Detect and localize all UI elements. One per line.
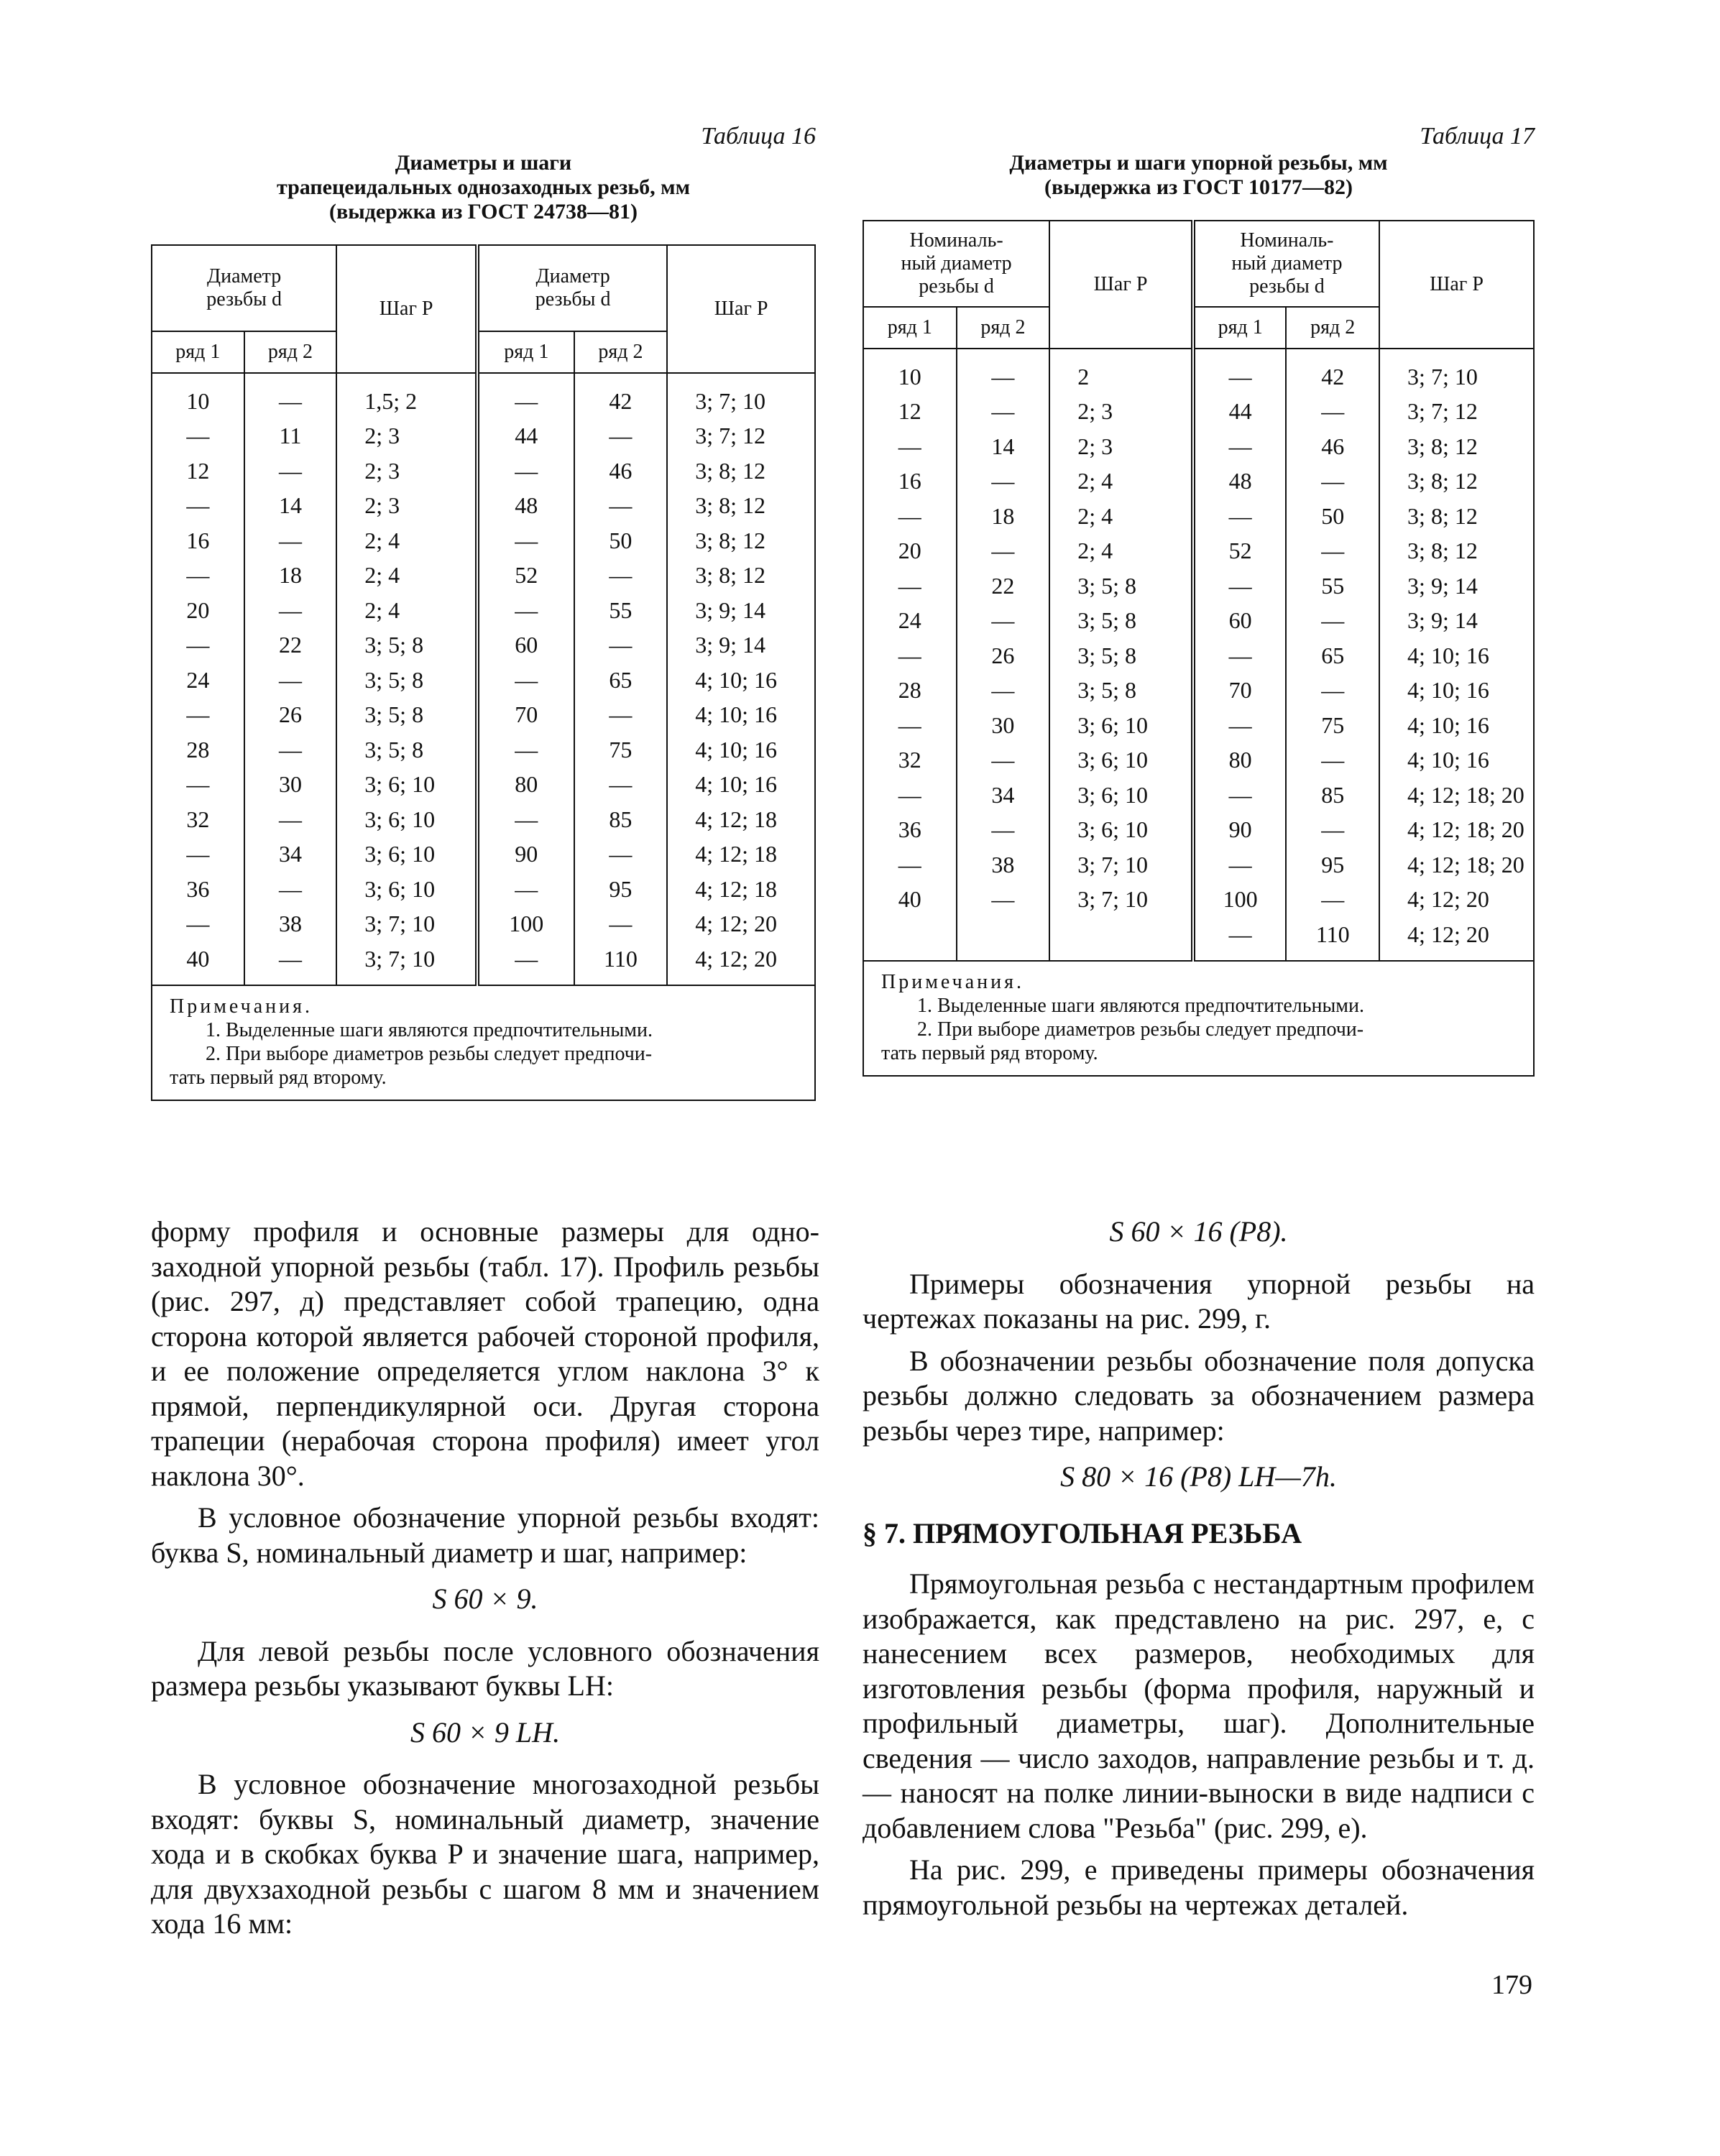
cell-diameter-row1: 100 [477, 906, 574, 941]
cell-diameter-row2: 26 [244, 697, 337, 732]
cell-diameter-row1: — [477, 373, 574, 418]
cell-diameter-row2: — [574, 697, 668, 732]
cell-diameter-row1: — [863, 638, 957, 673]
table-row [152, 558, 815, 593]
cell-diameter-row2: — [244, 941, 337, 985]
cell-diameter-row2: — [244, 523, 337, 558]
cell-diameter-row2: 65 [574, 663, 668, 698]
table-row [152, 732, 815, 768]
cell-diameter-row1: — [477, 872, 574, 907]
cell-step: 3; 7; 12 [667, 418, 815, 453]
table-row [152, 697, 815, 732]
cell-diameter-row1: — [1193, 917, 1287, 961]
header-row-1: ряд 1 [1193, 307, 1287, 349]
cell-diameter-row2: 95 [1286, 847, 1379, 883]
cell-diameter-row1: 32 [152, 802, 244, 837]
paragraph: В условное обозначение многозаходной резьбы входят: буквы S, номинальный диаметр, значение хода и в скобках буква P и значение шага, например, для двухзаходной резьбы с шагом 8 мм и значением хода 16 мм: [151, 1768, 819, 1940]
cell-diameter-row1: — [152, 767, 244, 802]
paragraph: На рис. 299, е приведены примеры обозначения прямоугольной резьбы на чертежах деталей. [863, 1853, 1535, 1921]
cell-diameter-row2: 95 [574, 872, 668, 907]
cell-diameter-row2: — [244, 872, 337, 907]
cell-diameter-row2 [957, 917, 1050, 961]
cell-diameter-row2: 85 [574, 802, 668, 837]
table-row [863, 603, 1534, 638]
cell-diameter-row2: 75 [574, 732, 668, 768]
cell-step: 2; 4 [1049, 533, 1193, 568]
cell-diameter-row1: 44 [477, 418, 574, 453]
cell-step: 1,5; 2 [336, 373, 477, 418]
cell-diameter-row2: 55 [1286, 568, 1379, 604]
cell-diameter-row1: 80 [477, 767, 574, 802]
cell-diameter-row1: 16 [152, 523, 244, 558]
cell-diameter-row1: — [152, 418, 244, 453]
table-17-title-line: (выдержка из ГОСТ 10177—82) [1044, 175, 1353, 199]
cell-step: 4; 12; 18; 20 [1379, 812, 1534, 847]
cell-step: 3; 9; 14 [667, 593, 815, 628]
cell-step: 3; 6; 10 [336, 767, 477, 802]
header-row-2: ряд 2 [244, 331, 337, 373]
cell-step [1049, 917, 1193, 961]
cell-diameter-row1: 12 [863, 394, 957, 429]
cell-step: 3; 7; 10 [667, 373, 815, 418]
cell-diameter-row2: — [957, 742, 1050, 778]
cell-step: 3; 5; 8 [336, 697, 477, 732]
table-row [152, 418, 815, 453]
cell-step: 3; 7; 10 [1379, 349, 1534, 394]
cell-diameter-row1: 24 [152, 663, 244, 698]
table-16-block [151, 122, 816, 1101]
cell-diameter-row2: — [574, 488, 668, 523]
cell-diameter-row2: 34 [957, 778, 1050, 813]
cell-diameter-row1: — [1193, 778, 1287, 813]
table-17-body [863, 349, 1534, 961]
cell-diameter-row1: 20 [152, 593, 244, 628]
cell-step: 3; 8; 12 [1379, 464, 1534, 499]
cell-diameter-row1: — [1193, 349, 1287, 394]
cell-diameter-row2: 50 [1286, 499, 1379, 534]
header-row-2: ряд 2 [1286, 307, 1379, 349]
cell-diameter-row2: — [1286, 533, 1379, 568]
table-17-block [863, 122, 1535, 1077]
cell-diameter-row1: 52 [1193, 533, 1287, 568]
cell-diameter-row2: — [574, 418, 668, 453]
cell-diameter-row1: — [152, 558, 244, 593]
paragraph: В условное обозначение упорной резьбы входят: буква S, номинальный диаметр и шаг, например: [151, 1501, 819, 1569]
cell-step: 3; 6; 10 [1049, 812, 1193, 847]
cell-diameter-row2: 55 [574, 593, 668, 628]
header-diameter: Диаметр резьбы d [152, 245, 336, 331]
cell-diameter-row2: — [957, 603, 1050, 638]
cell-step: 2; 4 [1049, 499, 1193, 534]
cell-step: 3; 8; 12 [667, 523, 815, 558]
note-2-continued: тать первый ряд второму. [881, 1041, 1098, 1064]
cell-diameter-row1: 100 [1193, 882, 1287, 917]
table-row [863, 429, 1534, 464]
cell-step: 2; 4 [336, 593, 477, 628]
cell-step: 3; 5; 8 [1049, 568, 1193, 604]
cell-diameter-row2: 38 [957, 847, 1050, 883]
cell-diameter-row1: — [152, 837, 244, 872]
cell-diameter-row2: 11 [244, 418, 337, 453]
cell-diameter-row1: 10 [863, 349, 957, 394]
cell-diameter-row2: 42 [1286, 349, 1379, 394]
header-row-1: ряд 1 [863, 307, 957, 349]
formula: S 60 × 9. [432, 1583, 538, 1615]
cell-diameter-row1: 52 [477, 558, 574, 593]
cell-diameter-row2: — [957, 882, 1050, 917]
header-diameter: Диаметр резьбы d [477, 245, 667, 331]
notes-heading: Примечания. [881, 970, 1025, 993]
cell-diameter-row2: — [574, 627, 668, 663]
cell-diameter-row2: — [957, 673, 1050, 708]
cell-step: 4; 12; 20 [667, 941, 815, 985]
header-diameter: Номиналь- ный диаметр резьбы d [863, 221, 1049, 307]
table-row [863, 638, 1534, 673]
header-row-2: ряд 2 [957, 307, 1050, 349]
header-row-1: ряд 1 [152, 331, 244, 373]
cell-diameter-row2: — [574, 906, 668, 941]
cell-diameter-row1: 70 [1193, 673, 1287, 708]
text-column-left [151, 1215, 819, 1949]
cell-step: 2; 3 [1049, 429, 1193, 464]
cell-step: 4; 10; 16 [667, 767, 815, 802]
table-16 [151, 244, 816, 1101]
cell-diameter-row1: 70 [477, 697, 574, 732]
paragraph: форму профиля и основные размеры для однозаходной упорной резьбы (табл. 17). Профиль резьбы (рис. 297, д) представляет собой трапецию, одна сторона которой является рабочей стороной профиля, и ее положение определяется углом наклона 3° к прямой, перпендикулярной оси. Другая сторона трапеции (нерабочая сторона профиля) имеет угол наклона 30°. [151, 1215, 819, 1492]
cell-step: 2; 3 [336, 453, 477, 489]
cell-step: 3; 8; 12 [1379, 499, 1534, 534]
paragraph: Примеры обозначения упорной резьбы на чертежах показаны на рис. 299, г. [863, 1267, 1535, 1335]
notes-heading: Примечания. [170, 995, 313, 1018]
cell-step: 4; 10; 16 [667, 697, 815, 732]
cell-diameter-row2: — [957, 394, 1050, 429]
table-row [863, 742, 1534, 778]
table-row [863, 882, 1534, 917]
cell-diameter-row2: 42 [574, 373, 668, 418]
cell-diameter-row1: — [477, 732, 574, 768]
table-16-title-line: (выдержка из ГОСТ 24738—81) [329, 200, 638, 224]
cell-diameter-row2: 110 [1286, 917, 1379, 961]
table-row [863, 349, 1534, 394]
table-16-caption: Таблица 16 [701, 123, 816, 149]
table-17-title [863, 151, 1535, 200]
cell-diameter-row1: — [863, 778, 957, 813]
cell-step: 4; 12; 20 [1379, 917, 1534, 961]
cell-diameter-row2: 34 [244, 837, 337, 872]
cell-diameter-row2: 18 [957, 499, 1050, 534]
cell-diameter-row2: 30 [244, 767, 337, 802]
formula: S 60 × 9 LH. [410, 1715, 561, 1749]
cell-diameter-row1: 90 [477, 837, 574, 872]
table-row [152, 593, 815, 628]
cell-step: 3; 5; 8 [1049, 638, 1193, 673]
cell-diameter-row1: 80 [1193, 742, 1287, 778]
cell-step: 2; 4 [1049, 464, 1193, 499]
formula: S 60 × 16 (P8). [1109, 1215, 1288, 1248]
section-heading: § 7. ПРЯМОУГОЛЬНАЯ РЕЗЬБА [863, 1516, 1302, 1549]
cell-diameter-row1: — [1193, 499, 1287, 534]
note-1: 1. Выделенные шаги являются предпочтительными. [917, 994, 1365, 1017]
header-step: Шаг P [1379, 221, 1534, 349]
table-row [152, 872, 815, 907]
cell-step: 3; 7; 10 [1049, 847, 1193, 883]
table-row [863, 812, 1534, 847]
header-step: Шаг P [667, 245, 815, 373]
paragraph: Для левой резьбы после условного обозначения размера резьбы указывают буквы LH: [151, 1634, 819, 1702]
text-column-right [863, 1215, 1535, 1930]
cell-step: 4; 10; 16 [667, 732, 815, 768]
table-row [152, 941, 815, 985]
cell-diameter-row1: 28 [863, 673, 957, 708]
cell-diameter-row1: — [152, 697, 244, 732]
cell-step: 3; 5; 8 [336, 627, 477, 663]
cell-step: 4; 10; 16 [1379, 638, 1534, 673]
header-step: Шаг P [1049, 221, 1193, 349]
cell-diameter-row2: — [1286, 394, 1379, 429]
cell-diameter-row2: 38 [244, 906, 337, 941]
cell-diameter-row1: — [477, 523, 574, 558]
cell-step: 4; 10; 16 [667, 663, 815, 698]
cell-diameter-row2: — [1286, 673, 1379, 708]
table-row [863, 533, 1534, 568]
cell-diameter-row1: 40 [863, 882, 957, 917]
cell-step: 3; 6; 10 [1049, 742, 1193, 778]
cell-step: 3; 6; 10 [336, 837, 477, 872]
cell-diameter-row1: — [152, 627, 244, 663]
header-step: Шаг P [336, 245, 477, 373]
cell-diameter-row2: — [1286, 464, 1379, 499]
table-row [863, 778, 1534, 813]
table-row [863, 847, 1534, 883]
cell-step: 4; 10; 16 [1379, 673, 1534, 708]
cell-diameter-row1: 10 [152, 373, 244, 418]
cell-diameter-row2: — [1286, 742, 1379, 778]
cell-diameter-row1: 28 [152, 732, 244, 768]
cell-diameter-row2: — [957, 812, 1050, 847]
table-row [152, 663, 815, 698]
table-row [152, 767, 815, 802]
cell-diameter-row1: — [477, 802, 574, 837]
cell-step: 4; 12; 20 [667, 906, 815, 941]
cell-diameter-row2: — [244, 732, 337, 768]
table-row [863, 499, 1534, 534]
cell-step: 3; 8; 12 [1379, 533, 1534, 568]
cell-step: 4; 12; 20 [1379, 882, 1534, 917]
cell-diameter-row1: 36 [152, 872, 244, 907]
table-17-notes [863, 961, 1534, 1076]
cell-step: 3; 8; 12 [667, 558, 815, 593]
paragraph: В обозначении резьбы обозначение поля допуска резьбы должно следовать за обозначением размера резьбы через тире, например: [863, 1344, 1535, 1447]
cell-step: 3; 6; 10 [1049, 778, 1193, 813]
cell-diameter-row2: 110 [574, 941, 668, 985]
cell-step: 3; 9; 14 [1379, 603, 1534, 638]
cell-step: 3; 6; 10 [336, 802, 477, 837]
table-row [152, 906, 815, 941]
table-16-title-line: трапецеидальных однозаходных резьб, мм [276, 175, 691, 199]
cell-diameter-row1: — [477, 941, 574, 985]
cell-diameter-row2: 46 [574, 453, 668, 489]
formula: S 80 × 16 (P8) LH—7h. [1060, 1460, 1337, 1493]
cell-step: 2; 3 [336, 418, 477, 453]
cell-diameter-row1: 32 [863, 742, 957, 778]
cell-diameter-row2: — [244, 802, 337, 837]
cell-diameter-row1: — [1193, 638, 1287, 673]
table-row [152, 373, 815, 418]
table-17 [863, 220, 1535, 1077]
cell-step: 3; 7; 12 [1379, 394, 1534, 429]
cell-diameter-row1: — [152, 906, 244, 941]
cell-diameter-row1: — [863, 708, 957, 743]
cell-diameter-row2: 30 [957, 708, 1050, 743]
cell-diameter-row1: — [152, 488, 244, 523]
cell-diameter-row2: 75 [1286, 708, 1379, 743]
cell-step: 2 [1049, 349, 1193, 394]
cell-step: 4; 12; 18; 20 [1379, 847, 1534, 883]
cell-step: 2; 3 [1049, 394, 1193, 429]
table-row [863, 464, 1534, 499]
cell-step: 4; 10; 16 [1379, 708, 1534, 743]
cell-diameter-row1: 24 [863, 603, 957, 638]
cell-step: 3; 5; 8 [1049, 603, 1193, 638]
cell-step: 4; 12; 18 [667, 802, 815, 837]
cell-diameter-row2: — [1286, 882, 1379, 917]
cell-diameter-row2: — [244, 373, 337, 418]
cell-step: 3; 7; 10 [336, 941, 477, 985]
cell-step: 3; 8; 12 [1379, 429, 1534, 464]
table-row [152, 523, 815, 558]
cell-diameter-row2: 26 [957, 638, 1050, 673]
cell-step: 4; 12; 18 [667, 872, 815, 907]
cell-step: 3; 5; 8 [336, 663, 477, 698]
cell-step: 3; 5; 8 [336, 732, 477, 768]
table-row [152, 488, 815, 523]
cell-step: 2; 3 [336, 488, 477, 523]
cell-diameter-row2: — [244, 453, 337, 489]
cell-diameter-row1: 60 [1193, 603, 1287, 638]
cell-step: 3; 6; 10 [336, 872, 477, 907]
table-17-title-line: Диаметры и шаги упорной резьбы, мм [1009, 151, 1388, 175]
cell-step: 4; 12; 18 [667, 837, 815, 872]
cell-diameter-row2: — [957, 349, 1050, 394]
cell-step: 3; 9; 14 [1379, 568, 1534, 604]
cell-diameter-row2: — [957, 533, 1050, 568]
cell-diameter-row1: 20 [863, 533, 957, 568]
cell-diameter-row2: 22 [244, 627, 337, 663]
cell-diameter-row2: 50 [574, 523, 668, 558]
cell-diameter-row1: 48 [1193, 464, 1287, 499]
cell-step: 2; 4 [336, 558, 477, 593]
cell-diameter-row1: — [477, 663, 574, 698]
cell-step: 3; 6; 10 [1049, 708, 1193, 743]
cell-diameter-row2: 22 [957, 568, 1050, 604]
cell-diameter-row1: 90 [1193, 812, 1287, 847]
cell-diameter-row2: 46 [1286, 429, 1379, 464]
table-row [152, 802, 815, 837]
cell-diameter-row1: 60 [477, 627, 574, 663]
cell-diameter-row1: — [1193, 568, 1287, 604]
page-number: 179 [1491, 1970, 1532, 2000]
cell-diameter-row1 [863, 917, 957, 961]
cell-diameter-row2: — [244, 593, 337, 628]
cell-step: 3; 5; 8 [1049, 673, 1193, 708]
cell-diameter-row1: 48 [477, 488, 574, 523]
table-row [863, 394, 1534, 429]
table-16-title-line: Диаметры и шаги [395, 151, 572, 175]
table-row [152, 627, 815, 663]
cell-step: 3; 9; 14 [667, 627, 815, 663]
cell-diameter-row2: — [574, 837, 668, 872]
cell-diameter-row2: — [1286, 812, 1379, 847]
cell-diameter-row2: — [957, 464, 1050, 499]
cell-diameter-row1: 40 [152, 941, 244, 985]
note-2: 2. При выборе диаметров резьбы следует предпочи- [206, 1042, 653, 1065]
cell-diameter-row2: 85 [1286, 778, 1379, 813]
cell-diameter-row1: — [863, 568, 957, 604]
cell-diameter-row1: — [1193, 429, 1287, 464]
cell-step: 3; 8; 12 [667, 453, 815, 489]
cell-diameter-row1: — [863, 499, 957, 534]
cell-diameter-row2: 18 [244, 558, 337, 593]
cell-step: 4; 12; 18; 20 [1379, 778, 1534, 813]
cell-diameter-row1: — [1193, 708, 1287, 743]
cell-diameter-row1: 44 [1193, 394, 1287, 429]
cell-diameter-row1: — [863, 847, 957, 883]
cell-step: 2; 4 [336, 523, 477, 558]
table-16-notes [152, 985, 815, 1100]
note-1: 1. Выделенные шаги являются предпочтительными. [206, 1018, 653, 1041]
cell-step: 4; 10; 16 [1379, 742, 1534, 778]
cell-diameter-row2: — [244, 663, 337, 698]
cell-diameter-row1: — [477, 593, 574, 628]
header-row-2: ряд 2 [574, 331, 668, 373]
header-row-1: ряд 1 [477, 331, 574, 373]
table-row [152, 453, 815, 489]
table-17-caption: Таблица 17 [1420, 123, 1535, 149]
cell-diameter-row2: — [574, 767, 668, 802]
cell-diameter-row1: 36 [863, 812, 957, 847]
table-row [863, 917, 1534, 961]
header-diameter: Номиналь- ный диаметр резьбы d [1193, 221, 1379, 307]
table-16-body [152, 373, 815, 985]
table-row [152, 837, 815, 872]
table-16-title [151, 151, 816, 224]
cell-diameter-row1: 16 [863, 464, 957, 499]
cell-diameter-row2: 14 [957, 429, 1050, 464]
cell-step: 3; 8; 12 [667, 488, 815, 523]
note-2-continued: тать первый ряд второму. [170, 1066, 387, 1089]
table-row [863, 673, 1534, 708]
cell-diameter-row2: 14 [244, 488, 337, 523]
cell-diameter-row1: — [1193, 847, 1287, 883]
paragraph: Прямоугольная резьба с нестандартным профилем изображается, как представлено на рис. 297, е, с нанесением всех размеров, необходимых для изготовления резьбы (форма профиля, наружный и профильный диаметры, шаг). Дополнительные сведения — число заходов, направление резьбы и т. д. — наносят на полке линии-выноски в виде надписи с добавлением слова "Резьба" (рис. 299, е). [863, 1567, 1535, 1844]
table-row [863, 708, 1534, 743]
cell-diameter-row1: — [477, 453, 574, 489]
note-2: 2. При выборе диаметров резьбы следует предпочи- [917, 1018, 1364, 1041]
cell-step: 3; 7; 10 [336, 906, 477, 941]
cell-diameter-row2: — [1286, 603, 1379, 638]
cell-diameter-row2: 65 [1286, 638, 1379, 673]
cell-diameter-row1: 12 [152, 453, 244, 489]
cell-step: 3; 7; 10 [1049, 882, 1193, 917]
cell-diameter-row1: — [863, 429, 957, 464]
cell-diameter-row2: — [574, 558, 668, 593]
table-row [863, 568, 1534, 604]
